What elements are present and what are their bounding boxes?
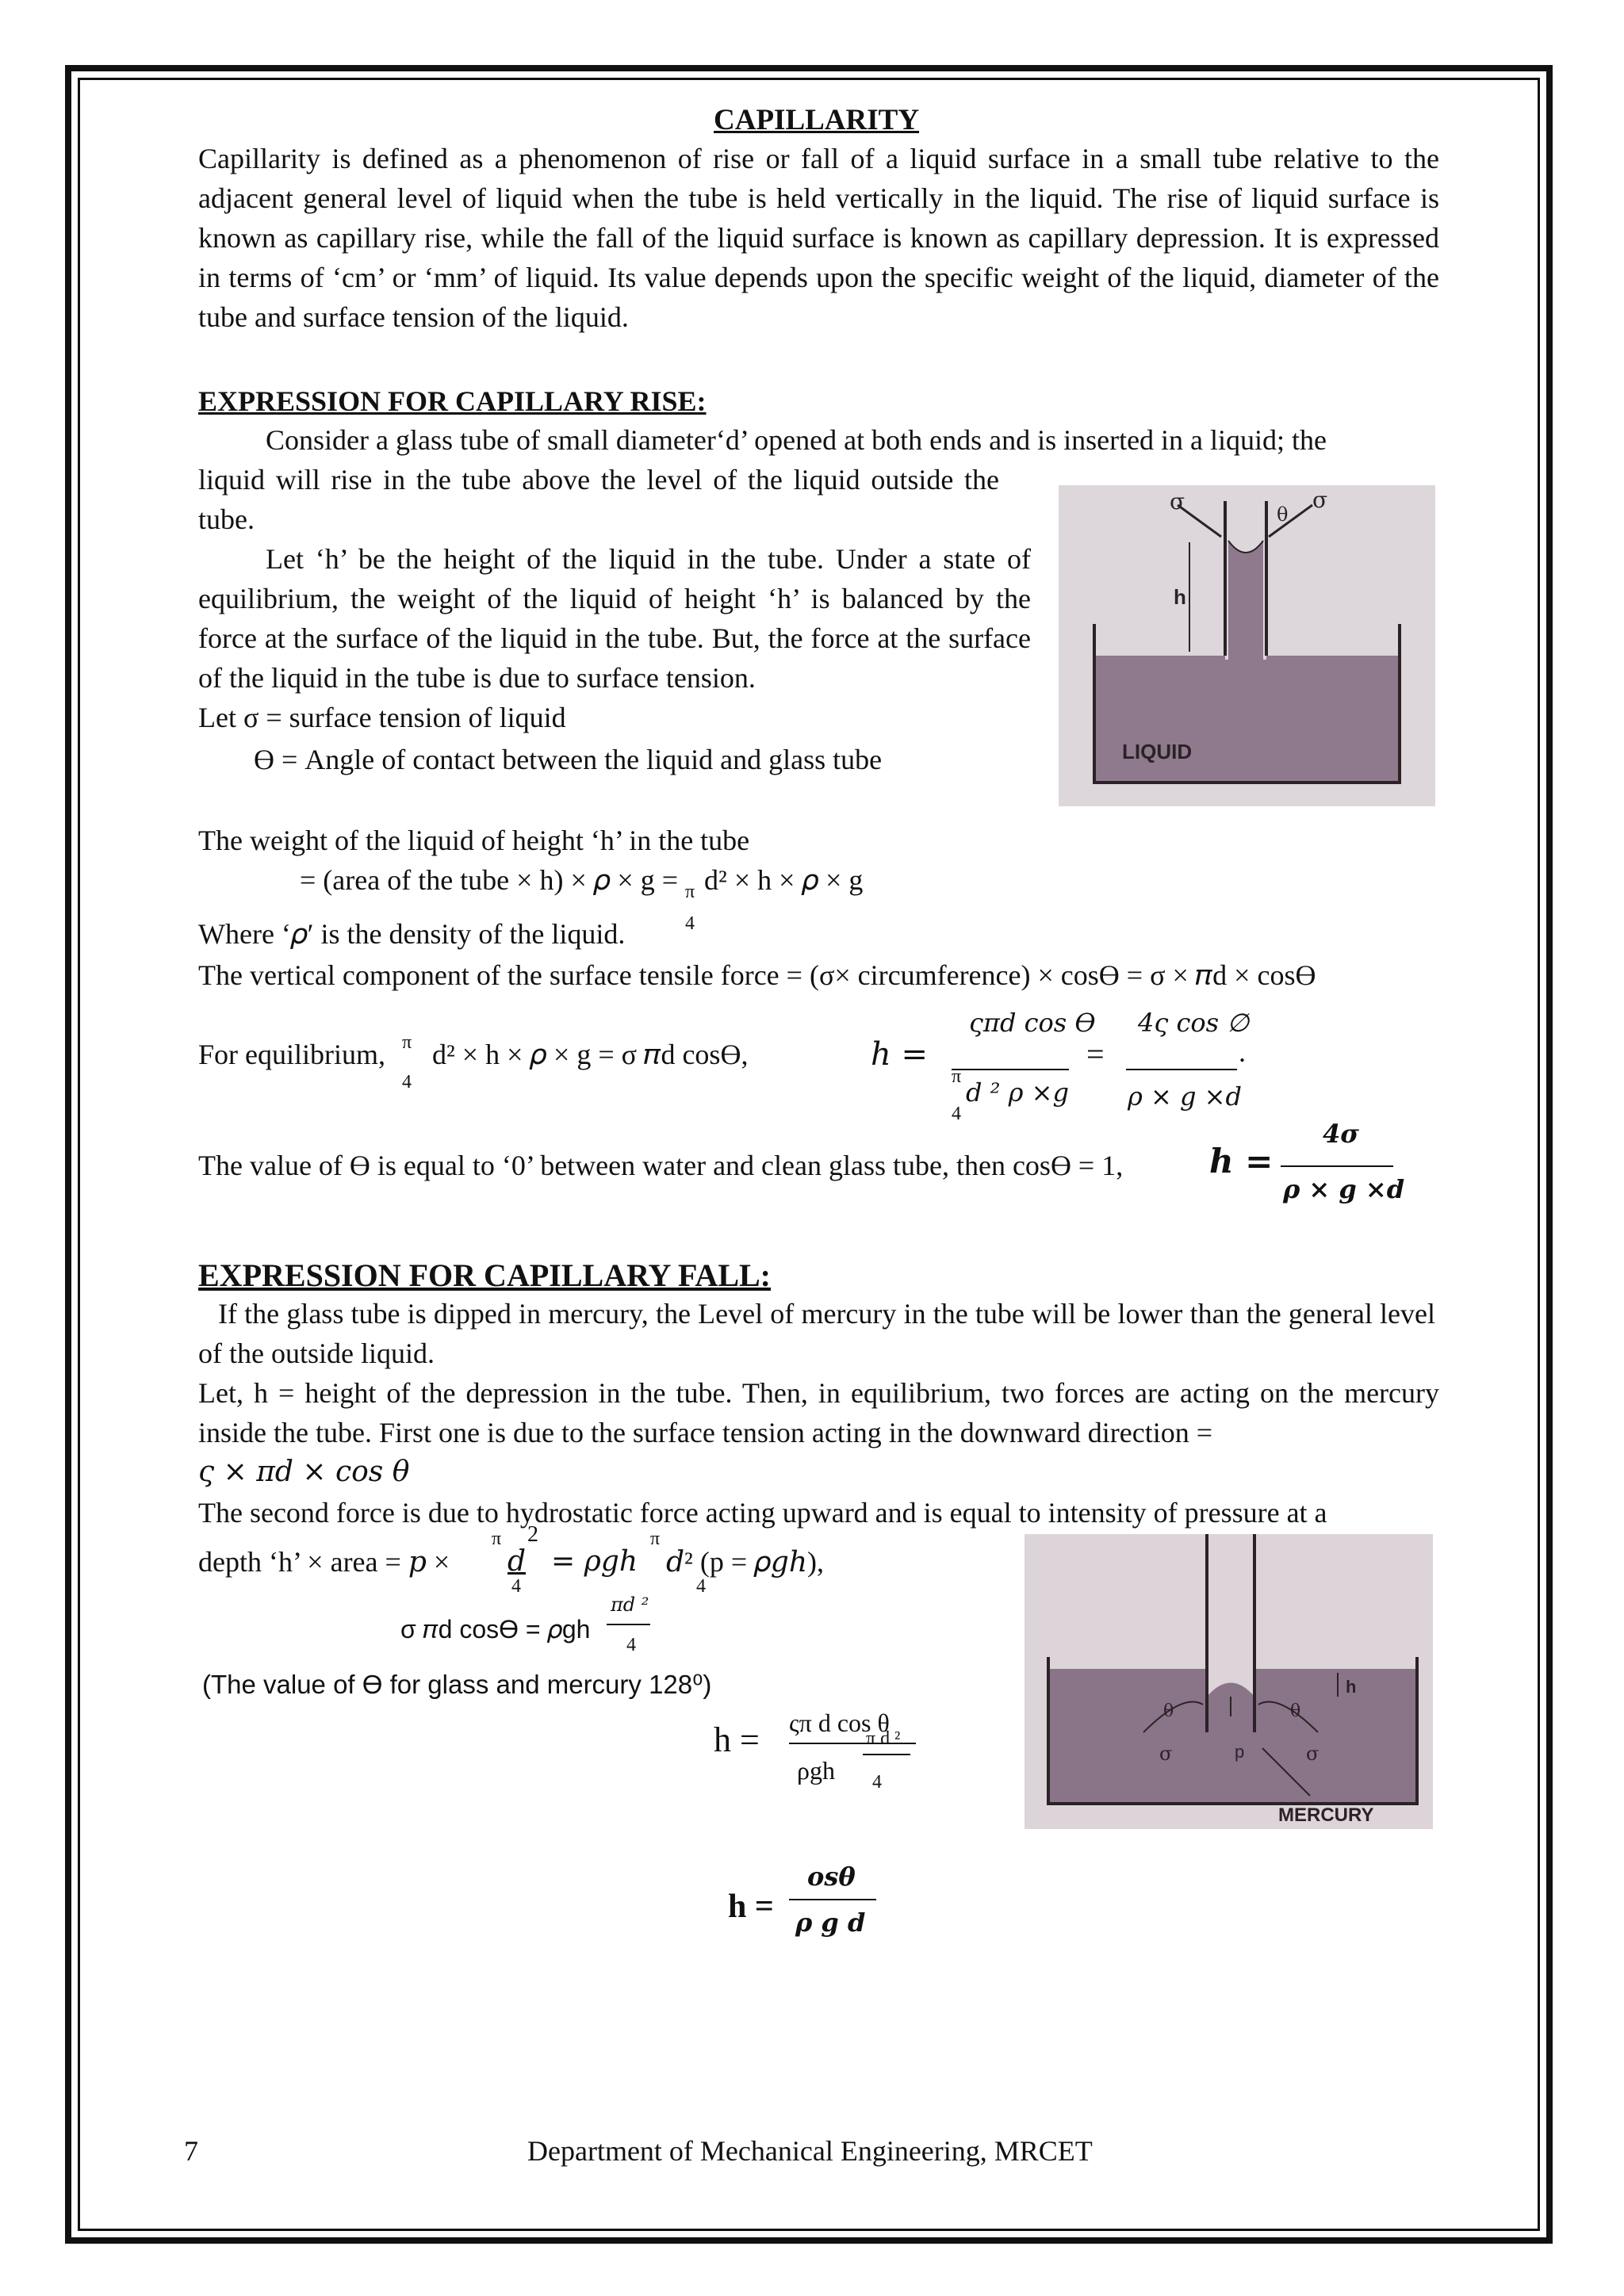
depth-pi-1: π xyxy=(492,1529,502,1549)
eq2-line xyxy=(607,1624,650,1625)
rise-fig-label: LIQUID xyxy=(1122,740,1193,763)
fall-frac3-sub: π d ² xyxy=(866,1728,901,1749)
rise-fig-sigma-left: σ xyxy=(1170,488,1185,515)
rise-para1-rest: liquid will rise in the tube above the level of the liquid outside the tube. xyxy=(198,464,999,535)
final-fall-denominator: ρ g d xyxy=(795,1908,866,1938)
weight-eq-part-b: d² × h × 𝜌 × g xyxy=(704,864,864,896)
capillary-rise-figure xyxy=(1059,485,1435,806)
rise-equals: = xyxy=(1086,1036,1105,1072)
rise-frac2-line xyxy=(1126,1069,1237,1070)
fall-para1 xyxy=(198,1294,1435,1373)
glass-mercury-note: (The value of ϴ for glass and mercury 128⁰) xyxy=(202,1670,712,1699)
weight-equation xyxy=(300,860,864,934)
where-rho: Where ‘𝜌′ is the density of the liquid. xyxy=(198,918,626,950)
depth-four-2: 4 xyxy=(696,1576,706,1597)
rise-frac1-line xyxy=(952,1069,1069,1070)
page-number: 7 xyxy=(184,2135,198,2167)
h-lhs-rise: ℎ = xyxy=(871,1036,928,1073)
fall-frac3-subline xyxy=(863,1754,910,1755)
vertical-component: The vertical component of the surface tensile force = (σ× circumference) × cosϴ = σ × 𝜋d × cosϴ xyxy=(198,959,1316,991)
final-fall-line xyxy=(789,1899,876,1900)
depth-pi-2: π xyxy=(650,1529,661,1549)
let-theta: ϴ = Angle of contact between the liquid and glass tube xyxy=(254,744,883,775)
rise-frac1-numerator: ςπd cos ϴ xyxy=(969,1008,1096,1038)
fall-heading: EXPRESSION FOR CAPILLARY FALL: xyxy=(198,1257,771,1293)
equilibrium-label: For equilibrium, xyxy=(198,1039,385,1070)
depth-part-a: depth ‘h’ × area = 𝑝 × xyxy=(198,1546,450,1578)
equilibrium-expression: d² × h × 𝜌 × g = σ 𝜋d cosϴ, xyxy=(432,1039,749,1070)
final-rise-numerator: 4σ xyxy=(1323,1119,1359,1149)
fall-fig-label: MERCURY xyxy=(1278,1804,1374,1826)
equilibrium-pi: π xyxy=(402,1032,412,1053)
rise-frac1-denominator: d ² ρ ×g xyxy=(966,1077,1069,1108)
final-rise-denominator: ρ × g ×d xyxy=(1283,1174,1405,1204)
fall-para2: Let, h = height of the depression in the tube. Then, in equilibrium, two forces are acting on the mercury inside the tube. First one is due to the surface tension acting in the downward direction = xyxy=(198,1377,1439,1448)
theta-zero-line: The value of ϴ is equal to ‘0’ between water and clean glass tube, then cosϴ = 1, xyxy=(198,1150,1124,1181)
capillary-rise-diagram xyxy=(1059,485,1435,806)
fall-frac3-denominator: ρgh xyxy=(797,1756,835,1785)
final-h-lhs-fall: h = xyxy=(728,1888,774,1925)
rise-frac1-pi: π xyxy=(952,1066,962,1087)
weight-eq-part-a: = (area of the tube × h) × 𝜌 × g = xyxy=(300,864,686,896)
depth-part-c: = 𝜌𝑔ℎ xyxy=(551,1545,638,1578)
rise-frac1-four: 4 xyxy=(952,1104,961,1124)
equilibrium-four: 4 xyxy=(402,1072,412,1093)
eq2-numerator: πd ² xyxy=(611,1594,649,1616)
h-lhs-fall: h = xyxy=(714,1720,760,1759)
fall-fig-h: h xyxy=(1346,1677,1357,1697)
footer-department: Department of Mechanical Engineering, MRCET xyxy=(527,2135,1093,2167)
intro-paragraph: Capillarity is defined as a phenomenon of rise or fall of a liquid surface in a small tube relative to the adjacent general level of liquid when the tube is held vertically in the liquid. The rise of liquid surface is known as capillary rise, while the fall of the liquid surface is known as capillary depression. It is expressed in terms of ‘cm’ or ‘mm’ of liquid. Its value depends upon the specific weight of the liquid, diameter of the tube and surface tension of the liquid. xyxy=(198,143,1439,333)
weight-four: 4 xyxy=(685,913,695,934)
rise-fig-h: h xyxy=(1174,585,1186,609)
fall-frac3-four: 4 xyxy=(872,1772,882,1793)
rise-frac2-denominator: ρ × g ×d xyxy=(1128,1081,1242,1112)
rise-fig-sigma-right: σ xyxy=(1312,487,1328,513)
rise-fig-theta: θ xyxy=(1277,503,1289,526)
rise-frac2-numerator: 4ς cos ∅ xyxy=(1138,1008,1250,1038)
page-title: CAPILLARITY xyxy=(714,104,920,136)
let-sigma: Let σ = surface tension of liquid xyxy=(198,702,566,733)
fall-force1: ς × 𝜋𝑑 × cos 𝜃 xyxy=(198,1456,410,1488)
final-fall-numerator: osθ xyxy=(807,1862,856,1892)
fall-fig-theta-right: θ xyxy=(1290,1701,1301,1721)
fall-para3: The second force is due to hydrostatic force acting upward and is equal to intensity of pressure at a xyxy=(198,1497,1327,1529)
fall-para1-text: If the glass tube is dipped in mercury, the Level of mercury in the tube will be lower than the general level of the outside liquid. xyxy=(198,1298,1435,1369)
rise-para1-line1: Consider a glass tube of small diameter‘d’ opened at both ends and is inserted in a liquid; the xyxy=(266,424,1327,456)
capillary-fall-figure xyxy=(1025,1534,1433,1829)
capillary-fall-diagram xyxy=(1025,1534,1433,1829)
depth-four-1: 4 xyxy=(511,1576,521,1597)
rise-heading: EXPRESSION FOR CAPILLARY RISE: xyxy=(198,385,707,417)
fall-fig-sigma-right: σ xyxy=(1306,1743,1320,1765)
weight-pi: π xyxy=(685,882,695,902)
depth-d: 𝑑 xyxy=(508,1545,527,1578)
rise-period: . xyxy=(1239,1036,1246,1068)
fall-fig-p: p xyxy=(1235,1742,1245,1762)
fall-fig-theta-left: θ xyxy=(1163,1701,1174,1721)
fall-frac3-numerator: ςπ d cos θ xyxy=(789,1709,890,1737)
fall-fig-sigma-left: σ xyxy=(1159,1743,1173,1765)
rise-para2-text: Let ‘h’ be the height of the liquid in the tube. Under a state of equilibrium, the weight of the liquid of height ‘h’ is balanced by the force at the surface of the liquid in the tube. But, the force at the surface of the liquid in the tube is due to surface tension. xyxy=(198,543,1031,694)
eq2-left: σ 𝜋d cosϴ = 𝜌gh xyxy=(400,1615,591,1644)
final-rise-line xyxy=(1281,1165,1393,1167)
weight-line: The weight of the liquid of height ‘h’ in the tube xyxy=(198,825,750,856)
depth-sq: 2 xyxy=(527,1522,538,1547)
eq2-four: 4 xyxy=(626,1635,636,1655)
depth-part-d: 𝑑² (p = 𝜌𝑔ℎ), xyxy=(666,1546,825,1578)
rise-para2 xyxy=(198,539,1031,698)
final-h-lhs-rise: 𝒉 = xyxy=(1209,1142,1274,1181)
